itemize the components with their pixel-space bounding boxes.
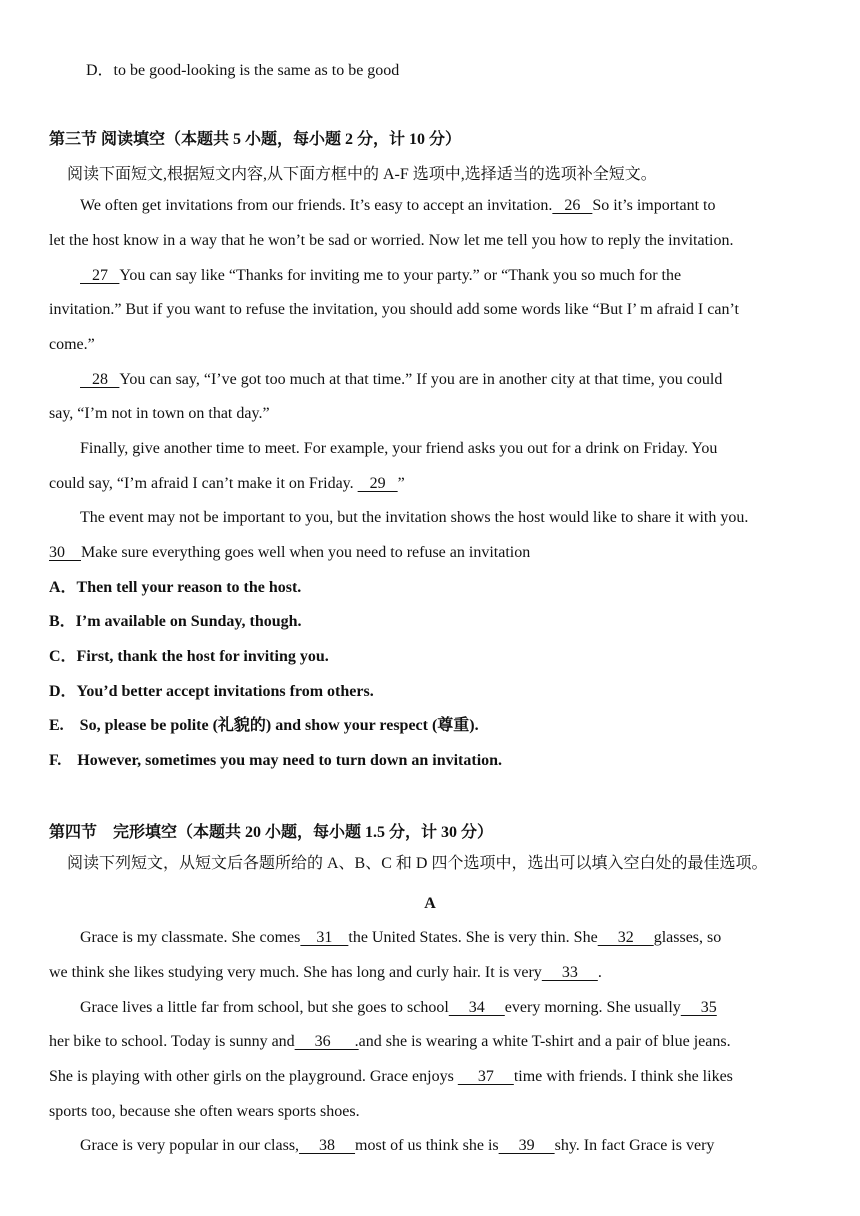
blank-27: 27	[80, 267, 120, 284]
text: Grace lives a little far from school, but she goes to school	[80, 999, 449, 1016]
paragraph-line	[49, 543, 530, 563]
text: her bike to school. Today is sunny and	[49, 1033, 295, 1050]
paragraph-line	[80, 196, 715, 216]
section3-instruction: 阅读下面短文,根据短文内容,从下面方框中的 A-F 选项中,选择适当的选项补全短文。	[67, 166, 657, 183]
passage-line	[80, 928, 721, 948]
paragraph-line: come.”	[49, 336, 95, 353]
passage-line	[49, 963, 602, 983]
text: You can say, “I’ve got too much at that time.” If you are in another city at that time, you could	[119, 371, 723, 388]
paragraph-line: let the host know in a way that he won’t be sad or worried. Now let me tell you how to reply the invitation.	[49, 232, 734, 249]
blank-31: 31	[300, 929, 349, 946]
text: time with friends. I think she likes	[513, 1068, 733, 1085]
paragraph-line	[80, 266, 681, 286]
option-c: C．First, thank the host for inviting you.	[49, 648, 329, 665]
paragraph-line	[80, 370, 722, 390]
section4-heading: 第四节 完形填空（本题共 20 小题，每小题 1.5 分，计 30 分）	[49, 824, 494, 841]
paragraph-line: invitation.” But if you want to refuse the invitation, you should add some words like “But I’ m afraid I can’t	[49, 301, 739, 318]
text: ”	[397, 475, 405, 492]
text: every morning. She usually	[504, 999, 681, 1016]
text: most of us think she is	[355, 1137, 499, 1154]
text: Grace is very popular in our class,	[80, 1137, 300, 1154]
passage-line	[80, 998, 717, 1018]
text: We often get invitations from our friends. It’s easy to accept an invitation.	[80, 197, 553, 214]
blank-26: 26	[552, 197, 593, 214]
blank-29: 29	[357, 475, 398, 492]
text: Make sure everything goes well when you need to refuse an invitation	[81, 544, 531, 561]
text: the United States. She is very thin. She	[348, 929, 598, 946]
blank-28: 28	[80, 371, 120, 388]
passage-line	[49, 1032, 731, 1052]
text: shy. In fact Grace is very	[554, 1137, 715, 1154]
blank-33: 33	[541, 964, 598, 981]
text: .	[597, 964, 602, 981]
option-f: F. However, sometimes you may need to turn down an invitation.	[49, 752, 503, 769]
text: So it’s important to	[592, 197, 716, 214]
text: She is playing with other girls on the playground. Grace enjoys	[49, 1068, 458, 1085]
paragraph-line: say, “I’m not in town on that day.”	[49, 405, 270, 422]
section3-heading: 第三节 阅读填空（本题共 5 小题，每小题 2 分，计 10 分）	[49, 131, 462, 148]
blank-38: 38	[299, 1137, 356, 1154]
passage-line	[80, 1136, 714, 1156]
section4-instruction: 阅读下列短文，从短文后各题所给的 A、B、C 和 D 四个选项中，选出可以填入空白处的最佳选项。	[67, 855, 768, 872]
option-a: A．Then tell your reason to the host.	[49, 579, 302, 596]
blank-32: 32	[597, 929, 654, 946]
text: glasses, so	[653, 929, 722, 946]
blank-34: 34	[448, 999, 505, 1016]
option-b: B．I’m available on Sunday, though.	[49, 613, 302, 630]
option-d: D．You’d better accept invitations from others.	[49, 683, 374, 700]
text: could say, “I’m afraid I can’t make it on Friday.	[49, 475, 358, 492]
paragraph-line	[49, 474, 405, 494]
blank-37: 37	[457, 1068, 514, 1085]
blank-30: 30	[49, 544, 81, 561]
text: and she is wearing a white T-shirt and a pair of blue jeans.	[358, 1033, 731, 1050]
text: You can say like “Thanks for inviting me to your party.” or “Thank you so much for the	[119, 267, 682, 284]
text: we think she likes studying very much. She has long and curly hair. It is very	[49, 964, 542, 981]
blank-35: 35	[680, 999, 717, 1016]
option-e: E. So, please be polite (礼貌的) and show your respect (尊重).	[49, 717, 479, 734]
paragraph-line: The event may not be important to you, but the invitation shows the host would like to share it with you.	[80, 509, 749, 526]
blank-39: 39	[498, 1137, 555, 1154]
passage-line	[49, 1067, 733, 1087]
previous-option-d: D．to be good-looking is the same as to be good	[86, 62, 400, 79]
passage-line: sports too, because she often wears sports shoes.	[49, 1103, 360, 1120]
passage-title: A	[424, 895, 436, 912]
paragraph-line: Finally, give another time to meet. For example, your friend asks you out for a drink on Friday. You	[80, 440, 718, 457]
text: Grace is my classmate. She comes	[80, 929, 301, 946]
blank-36: 36 .	[294, 1033, 359, 1050]
